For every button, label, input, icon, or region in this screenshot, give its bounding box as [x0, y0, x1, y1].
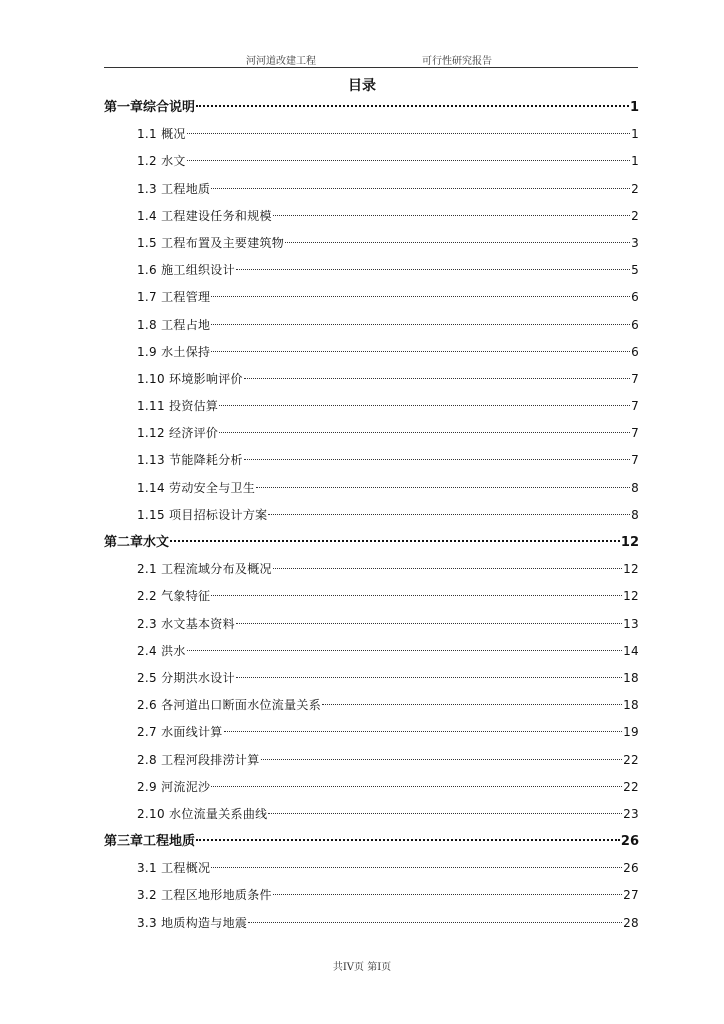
- header-report-type: 可行性研究报告: [422, 56, 492, 67]
- toc-section-entry[interactable]: [104, 556, 639, 583]
- toc-dot-leader: [219, 405, 630, 406]
- toc-section-entry[interactable]: [104, 475, 639, 502]
- toc-entry-page: 2: [631, 208, 639, 223]
- toc-section-entry[interactable]: [104, 393, 639, 420]
- toc-entry-label: 1.6 施工组织设计: [137, 263, 235, 278]
- page-footer: 共IV页 第I页: [332, 962, 392, 973]
- toc-dot-leader: [224, 731, 623, 732]
- toc-section-entry[interactable]: [104, 583, 639, 610]
- toc-dot-leader: [273, 568, 622, 569]
- toc-entry-page: 26: [620, 834, 639, 850]
- toc-entry-label: 2.1 工程流域分布及概况: [137, 562, 272, 577]
- toc-dot-leader: [273, 215, 630, 216]
- toc-section-entry[interactable]: [104, 910, 639, 937]
- page-header: [104, 50, 638, 68]
- toc-entry-label: 2.4 洪水: [137, 643, 186, 658]
- toc-section-entry[interactable]: [104, 882, 639, 909]
- toc-entry-page: 6: [631, 290, 639, 305]
- toc-section-entry[interactable]: [104, 230, 639, 257]
- toc-dot-leader: [170, 540, 620, 542]
- toc-entry-label: 2.5 分期洪水设计: [137, 670, 235, 685]
- toc-section-entry[interactable]: [104, 148, 639, 175]
- toc-entry-label: 1.10 环境影响评价: [137, 371, 243, 386]
- toc-entry-label: 1.8 工程占地: [137, 317, 211, 332]
- toc-entry-page: 22: [623, 752, 639, 767]
- toc-dot-leader: [285, 242, 630, 243]
- toc-entry-page: 12: [623, 589, 639, 604]
- toc-entry-label: 第三章工程地质: [104, 834, 196, 850]
- toc-section-entry[interactable]: [104, 774, 639, 801]
- toc-section-entry[interactable]: [104, 447, 639, 474]
- toc-entry-page: 5: [631, 263, 639, 278]
- toc-section-entry[interactable]: [104, 801, 639, 828]
- toc-dot-leader: [268, 514, 630, 515]
- toc-section-entry[interactable]: [104, 257, 639, 284]
- header-project-name: 河河道改建工程: [246, 56, 316, 67]
- toc-entry-label: 2.8 工程河段排涝计算: [137, 752, 260, 767]
- toc-entry-page: 7: [631, 399, 639, 414]
- toc-chapter-entry[interactable]: [104, 529, 639, 556]
- toc-entry-page: 12: [623, 562, 639, 577]
- toc-dot-leader: [273, 894, 622, 895]
- toc-entry-label: 2.9 河流泥沙: [137, 779, 211, 794]
- toc-entry-label: 1.9 水土保持: [137, 344, 211, 359]
- toc-entry-label: 2.10 水位流量关系曲线: [137, 806, 268, 821]
- toc-section-entry[interactable]: [104, 638, 639, 665]
- toc-entry-label: 1.2 水文: [137, 154, 186, 169]
- toc-chapter-entry[interactable]: [104, 94, 639, 121]
- toc-entry-page: 7: [631, 426, 639, 441]
- toc-entry-page: 28: [623, 915, 639, 930]
- toc-dot-leader: [211, 188, 630, 189]
- toc-dot-leader: [211, 595, 622, 596]
- toc-dot-leader: [211, 786, 622, 787]
- toc-section-entry[interactable]: [104, 692, 639, 719]
- toc-section-entry[interactable]: [104, 121, 639, 148]
- toc-entry-page: 6: [631, 344, 639, 359]
- toc-section-entry[interactable]: [104, 339, 639, 366]
- toc-entry-page: 8: [631, 480, 639, 495]
- toc-dot-leader: [248, 922, 622, 923]
- toc-entry-label: 2.7 水面线计算: [137, 725, 223, 740]
- toc-entry-page: 27: [623, 888, 639, 903]
- toc-section-entry[interactable]: [104, 176, 639, 203]
- toc-dot-leader: [187, 160, 630, 161]
- toc-entry-page: 3: [631, 235, 639, 250]
- toc-section-entry[interactable]: [104, 366, 639, 393]
- toc-dot-leader: [236, 677, 622, 678]
- toc-entry-page: 12: [620, 535, 639, 550]
- toc-dot-leader: [196, 105, 629, 107]
- toc-entry-label: 2.2 气象特征: [137, 589, 211, 604]
- toc-entry-page: 7: [631, 453, 639, 468]
- toc-section-entry[interactable]: [104, 284, 639, 311]
- toc-entry-label: 第一章综合说明: [104, 100, 196, 115]
- toc-dot-leader: [256, 487, 630, 488]
- toc-dot-leader: [211, 296, 630, 297]
- toc-dot-leader: [244, 459, 630, 460]
- toc-entry-page: 18: [623, 670, 639, 685]
- toc-entry-page: 1: [631, 127, 639, 142]
- toc-dot-leader: [187, 133, 630, 134]
- toc-entry-page: 22: [623, 779, 639, 794]
- toc-dot-leader: [219, 432, 630, 433]
- toc-entry-page: 14: [623, 643, 639, 658]
- toc-entry-page: 23: [623, 806, 639, 821]
- toc-entry-label: 1.12 经济评价: [137, 426, 219, 441]
- toc-entry-page: 26: [623, 861, 639, 876]
- toc-section-entry[interactable]: [104, 420, 639, 447]
- toc-section-entry[interactable]: [104, 312, 639, 339]
- toc-entry-label: 1.3 工程地质: [137, 181, 211, 196]
- toc-entry-label: 2.3 水文基本资料: [137, 616, 235, 631]
- toc-entry-page: 6: [631, 317, 639, 332]
- toc-dot-leader: [211, 351, 630, 352]
- toc-entry-label: 3.3 地质构造与地震: [137, 915, 248, 930]
- toc-entry-label: 1.15 项目招标设计方案: [137, 507, 268, 522]
- toc-entry-label: 1.11 投资估算: [137, 399, 219, 414]
- toc-section-entry[interactable]: [104, 203, 639, 230]
- toc-entry-page: 13: [623, 616, 639, 631]
- toc-section-entry[interactable]: [104, 665, 639, 692]
- toc-dot-leader: [236, 623, 622, 624]
- toc-dot-leader: [244, 378, 630, 379]
- toc-section-entry[interactable]: [104, 719, 639, 746]
- toc-section-entry[interactable]: [104, 502, 639, 529]
- toc-entry-page: 1: [631, 154, 639, 169]
- toc-dot-leader: [196, 839, 620, 841]
- toc-dot-leader: [211, 867, 622, 868]
- toc-entry-label: 第二章水文: [104, 535, 170, 550]
- toc-entry-label: 1.4 工程建设任务和规模: [137, 208, 272, 223]
- toc-section-entry[interactable]: [104, 855, 639, 882]
- toc-entry-page: 7: [631, 371, 639, 386]
- toc-entry-label: 2.6 各河道出口断面水位流量关系: [137, 698, 321, 713]
- toc-entry-label: 1.5 工程布置及主要建筑物: [137, 235, 285, 250]
- toc-dot-leader: [236, 269, 630, 270]
- toc-entry-page: 18: [623, 698, 639, 713]
- toc-dot-leader: [211, 324, 630, 325]
- toc-entry-page: 8: [631, 507, 639, 522]
- toc-entry-label: 1.14 劳动安全与卫生: [137, 480, 256, 495]
- toc-entry-page: 1: [629, 100, 639, 115]
- toc-entry-page: 2: [631, 181, 639, 196]
- toc-dot-leader: [187, 650, 622, 651]
- toc-section-entry[interactable]: [104, 747, 639, 774]
- toc-entry-label: 3.2 工程区地形地质条件: [137, 888, 272, 903]
- toc-chapter-entry[interactable]: [104, 828, 639, 855]
- toc-entry-label: 1.13 节能降耗分析: [137, 453, 243, 468]
- toc-section-entry[interactable]: [104, 611, 639, 638]
- table-of-contents: [104, 94, 639, 937]
- toc-entry-page: 19: [623, 725, 639, 740]
- toc-entry-label: 3.1 工程概况: [137, 861, 211, 876]
- toc-title: 目录: [348, 78, 376, 94]
- toc-entry-label: 1.1 概况: [137, 127, 186, 142]
- toc-entry-label: 1.7 工程管理: [137, 290, 211, 305]
- toc-dot-leader: [268, 813, 622, 814]
- toc-dot-leader: [261, 759, 623, 760]
- toc-dot-leader: [322, 704, 622, 705]
